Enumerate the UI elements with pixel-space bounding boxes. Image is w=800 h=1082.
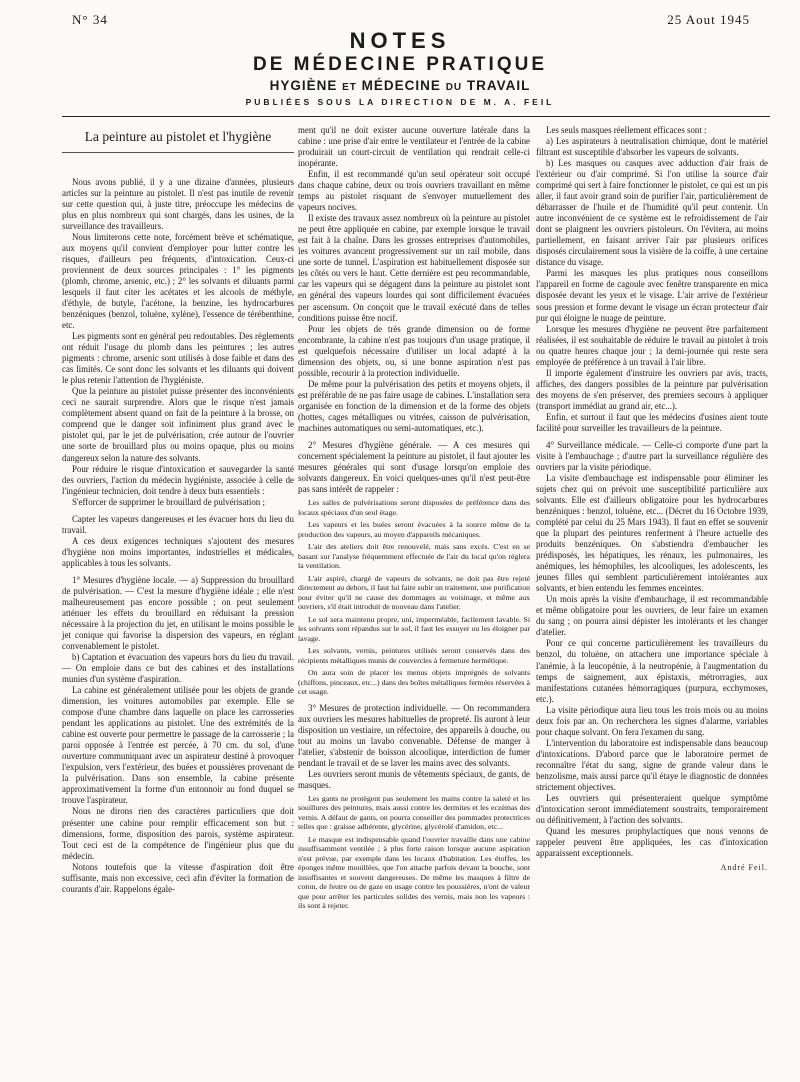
- paragraph: Pour ce qui concerne particulièrement les travailleurs du benzol, du toluène, on attachera une importance spéciale à l'anémie, à la leucopénie, à la neutropénie, à l'augmentation du temps de saignement, aux épistaxis, métrorragies, aux manifestations cutanées hémorragiques (purpura, ecchymoses, etc.).: [536, 638, 768, 704]
- paragraph: De même pour la pulvérisation des petits et moyens objets, il est préférable de ne pas faire usage de cabines. L'installation sera organisée en fonction de la dimension et de la forme des objets (hottes, cages métalliques ou vitrées, caisson de pulvérisation, machines automatiques ou semi-automatiques, etc.).: [298, 378, 530, 433]
- paragraph: Enfin, il est recommandé qu'un seul opérateur soit occupé dans chaque cabine, deux ou trois ouvriers travaillant en même temps au pistolet risquant de s'envoyer mutuellement des vapeurs nocives.: [298, 169, 530, 213]
- paragraph: Pour réduire le risque d'intoxication et sauvegarder la santé des ouvriers, l'action du médecin hygiéniste, associée à celle de l'ingénieur technicien, doit tendre à deux buts essentiels :: [62, 463, 294, 496]
- paragraph: Pour les objets de très grande dimension ou de forme encombrante, la cabine n'est pas toujours d'un usage pratique, il est quelquefois nécessaire d'utiliser un local adapté à la dimension des objets, ou, si une bonne aspiration n'est pas possible, recourir à la protection individuelle.: [298, 323, 530, 378]
- paragraph: La cabine est généralement utilisée pour les objets de grande dimension, les voitures automobiles par exemple. Elle se compose d'une chambre dans laquelle on place les carrosseries pendant les applications au pistolet. Une des extrémités de la cabine est ouverte pour permettre le passage de la carrosserie ; la paroi opposée à l'entrée est percée, à 70 cm. du sol, d'une ouverture communiquant avec un aspirateur destiné à provoquer l'expulsion, vers l'extérieur, des buées et poussières provenant de la pulvérisation. Dans son ensemble, la cabine présente approximativement la forme d'un entonnoir au fond duquel se trouve l'aspirateur.: [62, 685, 294, 806]
- small-paragraph: Les salles de pulvérisations seront disposées de préférence dans des locaux spéciaux d'un seul étage.: [298, 498, 530, 517]
- paragraph: Les ouvriers seront munis de vêtements spéciaux, de gants, de masques.: [298, 768, 530, 790]
- paragraph: b) Captation et évacuation des vapeurs hors du lieu du travail. — On emploie dans ce but des cabines et des installations munies d'un système d'aspiration.: [62, 652, 294, 685]
- section-heading-local: 1° Mesures d'hygiène locale. — a) Suppression du brouillard de pulvérisation. — C'est la mesure d'hygiène idéale ; elle n'est malheureusement pas encore possible ; on peut seulement atténuer les effets du brouillard en réduisant la pression nécessaire à la projection du jet, en utilisant le moins possible le jet conique qui favorise la dispersion des vapeurs, en réglant convenablement le pistolet.: [62, 574, 294, 652]
- section-heading-individuelle: 3° Mesures de protection individuelle. — On recommandera aux ouvriers les mesures habituelles de propreté. Ils auront à leur disposition un vestiaire, un réfectoire, des appareils à douche, ou tout au moins un lavabo convenable. Défense de manger à l'atelier, s'abstenir de boisson alcoolique, interdiction de fumer pendant le travail et de se laver les mains avec des solvants.: [298, 702, 530, 768]
- column-3: [536, 125, 768, 873]
- paragraph: L'intervention du laboratoire est indispensable dans beaucoup d'intoxications. D'abord parce que le laboratoire permet de reconnaître l'état du sang, signe de grande valeur dans le benzolisme, mais aussi parce qu'il étaye le diagnostic de données strictement objectives.: [536, 737, 768, 792]
- issue-number: N° 34: [72, 12, 108, 27]
- paragraph: Quand les mesures prophylactiques que nous venons de rappeler peuvent être appliquées, les cas d'intoxication apparaissent exceptionnels.: [536, 825, 768, 859]
- journal-subtitle: [0, 78, 800, 93]
- paragraph: Nous avons publié, il y a une dizaine d'années, plusieurs articles sur la peinture au pistolet. Il n'est pas inutile de revenir sur cette question qui, à juste titre, préoccupe les médecins de plus en plus nombreux qui sont chargés, dans les usines, de la surveillance des travailleurs.: [62, 176, 294, 231]
- title-spacer: [62, 159, 294, 177]
- paragraph: Capter les vapeurs dangereuses et les évacuer hors du lieu du travail.: [62, 513, 294, 535]
- paragraph: b) Les masques ou casques avec adduction d'air frais de l'extérieur ou d'air comprimé. Si l'on utilise la source d'air comprimé qui sert à faire fonctionner le pistolet, ce qui est un pis aller, il faut avoir grand soin de purifier l'air, particulièrement de débarrasser de l'huile et de l'humidité qu'il peut contenir. Un autre inconvénient de ce système est le refroidissement de l'air dont se plaignent les ouvriers pistoleurs. On l'évitera, au moins partiellement, en faisant arriver l'air par plusieurs orifices disposés circulairement sous la visière de la coiffe, à une certaine distance du visage.: [536, 158, 768, 268]
- subtitle-du: DU: [445, 82, 463, 93]
- paragraph: Les pigments sont en général peu redoutables. Des règlements ont réduit l'usage du plomb dans les peintures ; les autres pigments : chrome, arsenic sont utilisés à dose faible et dans des cas limités. Ce sont donc les solvants et les diluants qui doivent le plus retenir l'attention de l'hygiéniste.: [62, 331, 294, 386]
- masthead: [0, 0, 800, 120]
- paragraph: Notons toutefois que la vitesse d'aspiration doit être suffisante, mais non excessive, ceci afin d'éviter la formation de courants d'air. Rappelons égale-: [62, 861, 294, 894]
- article-title: La peinture au pistolet et l'hygiène: [62, 125, 294, 153]
- paragraph: A ces deux exigences techniques s'ajoutent des mesures d'hygiène non moins importantes, industrielles et médicales, applicables à tous les solvants.: [62, 535, 294, 568]
- paragraph: S'efforcer de supprimer le brouillard de pulvérisation ;: [72, 496, 265, 507]
- subtitle-medecine: MÉDECINE: [361, 78, 441, 93]
- journal-title-medecine: DE MÉDECINE PRATIQUE: [252, 54, 547, 75]
- paragraph: Nous ne dirons rien des caractères particuliers que doit présenter une cabine pour remplir efficacement son but : dimensions, forme, disposition des parois, système aspirateur. Tout ceci est de la compétence de l'ingénieur plus que du médecin.: [62, 806, 294, 861]
- author-signature: André Feil.: [720, 863, 768, 873]
- journal-title-notes: NOTES: [349, 28, 451, 53]
- paragraph: Parmi les masques les plus pratiques nous conseillons l'appareil en forme de cagoule avec fenêtre transparente en mica disposée devant les yeux et le visage. L'air arrive de l'extérieur sous pression et forme devant le visage un écran protecteur d'air pur qui éloigne le nuage de peinture.: [536, 268, 768, 323]
- small-paragraph: On aura soin de placer les menus objets imprégnés de solvants (chiffons, pinceaux, etc...) dans des boîtes métalliques fermées réservées à cet usage.: [298, 668, 530, 697]
- paragraph: ment qu'il ne doit exister aucune ouverture latérale dans la cabine : une prise d'air entre le ventilateur et l'entrée de la cabine produirait un court-circuit de ventilation qui rendrait celle-ci inopérante.: [298, 125, 530, 169]
- paragraph: Il existe des travaux assez nombreux où la peinture au pistolet ne peut être appliquée en cabine, par exemple lorsque le travail est fait à la chaîne. Dans les grosses entreprises d'automobiles, les voitures avancent progressivement sur un rail mobile, dans une sorte de tunnel. L'aspiration est habituellement disposée sur les côtés ou vers le haut. Cette dernière est peu recommandable, car les vapeurs qui se dégagent dans la peinture au pistolet sont en général des vapeurs lourdes qui sont difficilement évacuées per ascensum. On conçoit que le travail exécuté dans de telles conditions puisse être nocif.: [298, 213, 530, 323]
- small-paragraph: L'air aspiré, chargé de vapeurs de solvants, ne doit pas être rejeté directement au dehors, il faut lui faire subir un traitement, une purification pour éviter qu'il ne cause des dommages au voisinage, et même aux ouvriers, s'il était introduit de nouveau dans l'atelier.: [298, 573, 530, 612]
- paragraph: Les seuls masques réellement efficaces sont :: [546, 125, 707, 135]
- paragraph: La visite d'embauchage est indispensable pour éliminer les sujets chez qui on prévoit une susceptibilité particulière aux solvants. Elle est d'ailleurs obligatoire pour les hydrocarbures benzéniques : benzol, toluène, etc... (Décret du 16 Octobre 1939, complété par celui du 25 Mars 1943). Il faut en effet se souvenir que la plupart des peintures renferment à l'heure actuelle des produits benzéniques. On s'abstiendra d'embaucher les prédisposés, les hépatiques, les rénaux, les pulmonaires, les anémiques, les hémophiles, les alcooliques, les adolescents, les jeunes filles qui semblent particulièrement intolérantes aux solvants, et bien entendu les femmes enceintes.: [536, 472, 768, 594]
- paragraph: a) Les aspirateurs à neutralisation chimique, dont le matériel filtrant est susceptible d'absorber les vapeurs de solvants.: [536, 136, 768, 158]
- paragraph: Enfin, et surtout il faut que les médecins d'usines aient toute facilité pour surveiller les travailleurs de la peinture.: [536, 411, 768, 433]
- small-paragraph: Les solvants, vernis, peintures utilisés seront conservés dans des récipients métalliques munis de couvercles à fermeture hermétique.: [298, 646, 530, 665]
- paragraph: Il importe également d'instruire les ouvriers par avis, tracts, affiches, des dangers possibles de la peinture par pulvérisation des moyens de s'en préserver, des premiers secours à appliquer (transport immédiat au grand air, etc...).: [536, 367, 768, 411]
- small-paragraph: Les gants ne protègent pas seulement les mains contre la saleté et les souillures des peintures, mais aussi contre les dermites et les eczémas des vernis. A défaut de gants, on pourra conseiller des pommades protectrices telles que : graisse adhérente, glycérine, glycérolé d'amidon, etc...: [298, 793, 530, 832]
- small-paragraph: Le masque est indispensable quand l'ouvrier travaille dans une cabine insuffisamment ventilée ; à plus forte raison lorsque aucune aspiration n'est prévue, par exemple dans les locaux d'habitation. Les étoffes, les éponges même mouillées, que l'on attache parfois devant la bouche, sont insuffisantes et souvent dangereuses. De même les masques à filtre de coton, de feutre ou de gaze en usage contre les poussières, n'ont de valeur que pour arrêter les particules solides des vernis, mais non les vapeurs : ils sont à rejeter.: [298, 834, 530, 911]
- subtitle-et: ET: [342, 82, 357, 93]
- paragraph: Nous limiterons cette note, forcément brève et schématique, aux moyens qu'il convient d'employer pour lutter contre les risques, d'ailleurs peu fréquents, d'intoxication. Ceux-ci proviennent de deux sources principales : 1° les pigments (plomb, chrome, arsenic, etc.) ; 2° les solvants et diluants parmi lesquels il faut citer les acétates et les alcools de méthyle, d'éthyle, de butyle, l'acétone, la benzine, les hydrocarbures benzéniques (benzol, toluène, xylène), l'essence de térébenthine, etc.: [62, 231, 294, 331]
- section-heading-generale: 2° Mesures d'hygiène générale. — A ces mesures qui concernent spécialement la peinture au pistolet, il faut ajouter les mesures générales qui sont d'usage lorsqu'on emploie des solvants dangereux. En voici quelques-unes qu'il n'est peut-être pas sans intérêt de rappeler :: [298, 439, 530, 494]
- paragraph: Lorsque les mesures d'hygiène ne peuvent être parfaitement réalisées, il est souhaitable de réduire le travail au pistolet à trois ou quatre heures chaque jour ; la demi-journée qui reste sera employée de préférence à un travail à l'air libre.: [536, 323, 768, 367]
- paragraph: Que la peinture au pistolet puisse présenter des inconvénients ceci ne saurait surprendre. Alors que le risque n'est jamais complètement absent quand on fait de la peinture à la brosse, on comprend que le danger soit infiniment plus grand avec le pistolet qui, par le jet de pulvérisation, crée autour de l'ouvrier une sorte de brouillard plus ou moins opaque, plus ou moins dangereux selon la nature des solvants.: [62, 386, 294, 463]
- small-paragraph: Les vapeurs et les buées seront évacuées à la source même de la production des vapeurs, au moyen d'appareils mécaniques.: [298, 520, 530, 539]
- paragraph: Un mois après la visite d'embauchage, il est recommandable et même obligatoire pour les ouvriers, de leur faire un examen du sang ; on pourra ainsi dépister les intolérants et les changer d'atelier.: [536, 594, 768, 638]
- header-rule: [62, 116, 770, 117]
- small-paragraph: L'air des ateliers doit être renouvelé, mais sans excès. C'est en se basant sur l'analyse fréquemment effectuée de l'air du local qu'on réglera la ventilation.: [298, 542, 530, 571]
- section-heading-surveillance: 4° Surveillance médicale. — Celle-ci comporte d'une part la visite à l'embauchage ; d'autre part la surveillance régulière des ouvriers par la visite périodique.: [536, 439, 768, 472]
- column-2: [298, 125, 530, 914]
- column-1: [62, 125, 294, 895]
- small-paragraph: Le sol sera maintenu propre, uni, imperméable, facilement lavable. Si les solvants sont répandus sur le sol, il faut les essuyer ou les éloigner par lavage.: [298, 614, 530, 643]
- subtitle-travail: TRAVAIL: [466, 78, 531, 93]
- subtitle-hygiene: HYGIÈNE: [269, 78, 338, 93]
- direction-line: PUBLIÉES SOUS LA DIRECTION DE M. A. FEIL: [245, 97, 555, 107]
- paragraph: La visite périodique aura lieu tous les trois mois ou au moins deux fois par an. On recherchera les signes d'alarme, variables pour chaque solvant. On fera l'examen du sang.: [536, 704, 768, 737]
- issue-date: 25 Aout 1945: [667, 12, 750, 27]
- paragraph: Les ouvriers qui présenteraient quelque symptôme d'intoxication seront immédiatement soustraits, temporairement ou définitivement, à l'action des solvants.: [536, 792, 768, 825]
